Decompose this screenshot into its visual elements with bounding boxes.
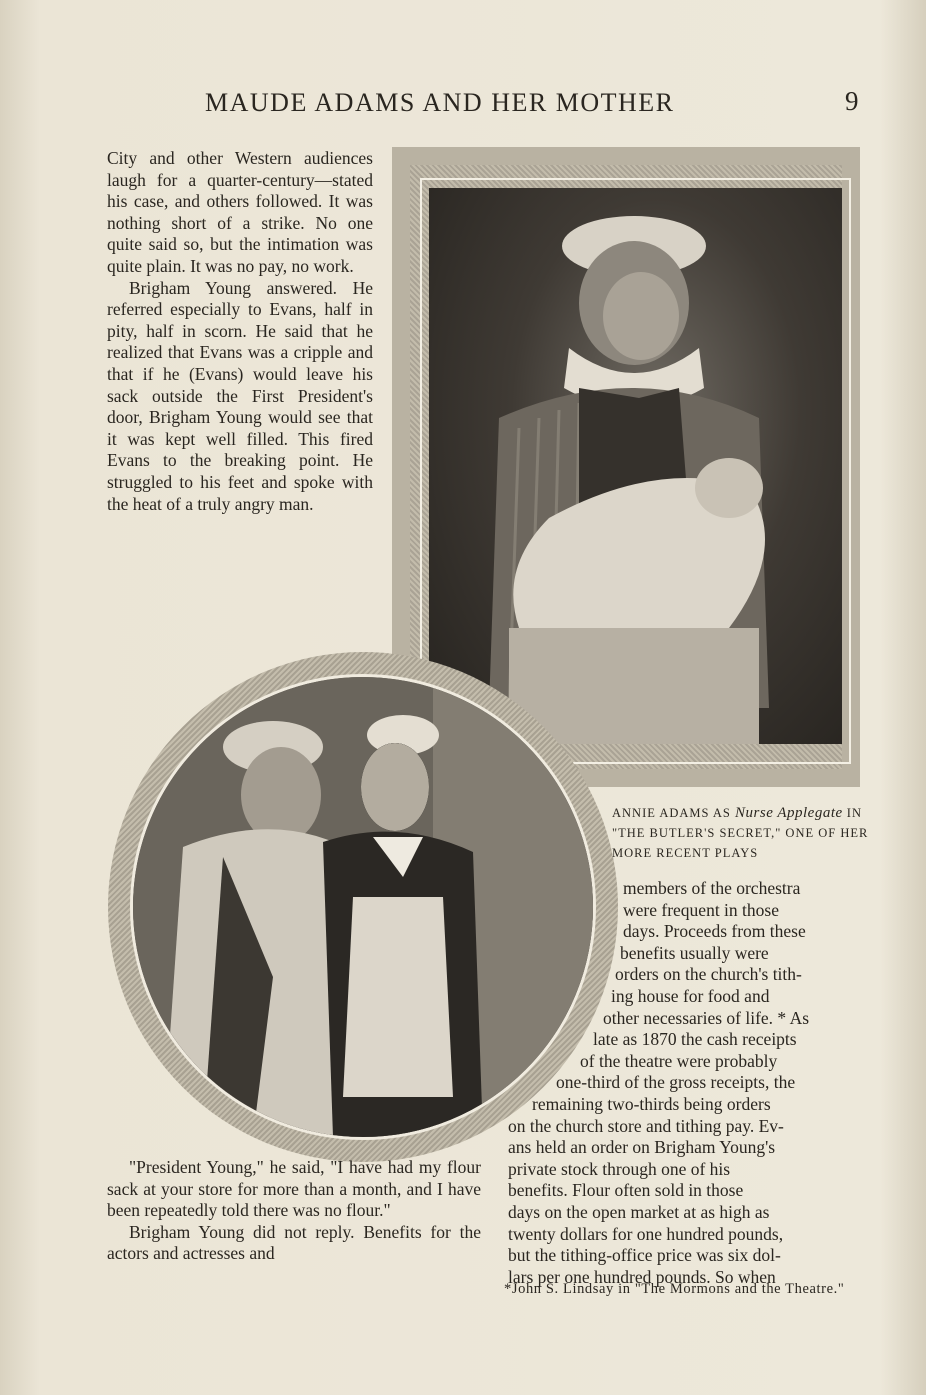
paragraph: Brigham Young did not reply. Benefits for the actors and actresses and: [107, 1221, 481, 1264]
text-line: days on the open market at as high as: [508, 1201, 770, 1222]
paragraph: City and other Western audiences laugh for a quarter-century—stated his case, and others followed. It was nothing short of a strike. No one quite said so, but the intimation was quite plain. It was no pay, no work.: [107, 148, 373, 276]
photo-caption: [612, 803, 874, 863]
text-line: benefits usually were: [620, 942, 769, 963]
text-line: twenty dollars for one hundred pounds,: [508, 1223, 784, 1244]
photo-nurse-holding-baby: [429, 188, 842, 744]
text-line: on the church store and tithing pay. Ev-: [508, 1115, 784, 1136]
text-line: lars per one hundred pounds. So when: [508, 1266, 776, 1287]
text-line: late as 1870 the cash receipts: [593, 1029, 797, 1050]
page-number: 9: [845, 86, 859, 116]
left-column-top-text: [107, 148, 373, 515]
text-line: members of the orchestra: [623, 878, 801, 898]
text-line: were frequent in those: [623, 899, 779, 920]
paragraph: Brigham Young answered. He referred especially to Evans, half in pity, half in scorn. He said that he realized that Evans was a cripple and that if he (Evans) would leave his sack outside the First President's door, Brigham Young would see that it was kept well filled. This fired Evans to the breaking point. He struggled to his feet and spoke with the heat of a truly angry man.: [107, 277, 373, 514]
caption-suffix: IN "THE BUTLER'S SECRET," ONE OF HER MORE RECENT PLAYS: [612, 806, 869, 860]
text-line: orders on the church's tith-: [615, 964, 802, 985]
text-line: ing house for food and: [611, 985, 770, 1006]
text-line: other necessaries of life. * As: [603, 1007, 810, 1028]
text-line: private stock through one of his: [508, 1158, 731, 1179]
text-line: remaining two-thirds being orders: [532, 1093, 771, 1114]
text-line: of the theatre were probably: [580, 1050, 778, 1071]
text-line: one-third of the gross receipts, the: [556, 1072, 796, 1093]
text-line: benefits. Flour often sold in those: [508, 1180, 744, 1201]
right-column-text: [508, 878, 868, 1288]
caption-prefix: ANNIE ADAMS AS: [612, 806, 731, 820]
paragraph: "President Young," he said, "I have had my flour sack at your store for more than a month, and I have been repeatedly told there was no flour.": [107, 1157, 481, 1221]
running-head: MAUDE ADAMS AND HER MOTHER: [205, 88, 675, 117]
text-line: days. Proceeds from these: [623, 921, 806, 942]
caption-role: Nurse Applegate: [735, 805, 843, 821]
text-line: but the tithing-office price was six dol-: [508, 1245, 781, 1266]
left-column-bottom-text: [107, 1157, 481, 1265]
photo-nurse-illustration: [429, 188, 842, 744]
text-line: ans held an order on Brigham Young's: [508, 1137, 776, 1158]
footnote: *John S. Lindsay in "The Mormons and the Theatre.": [504, 1281, 845, 1297]
